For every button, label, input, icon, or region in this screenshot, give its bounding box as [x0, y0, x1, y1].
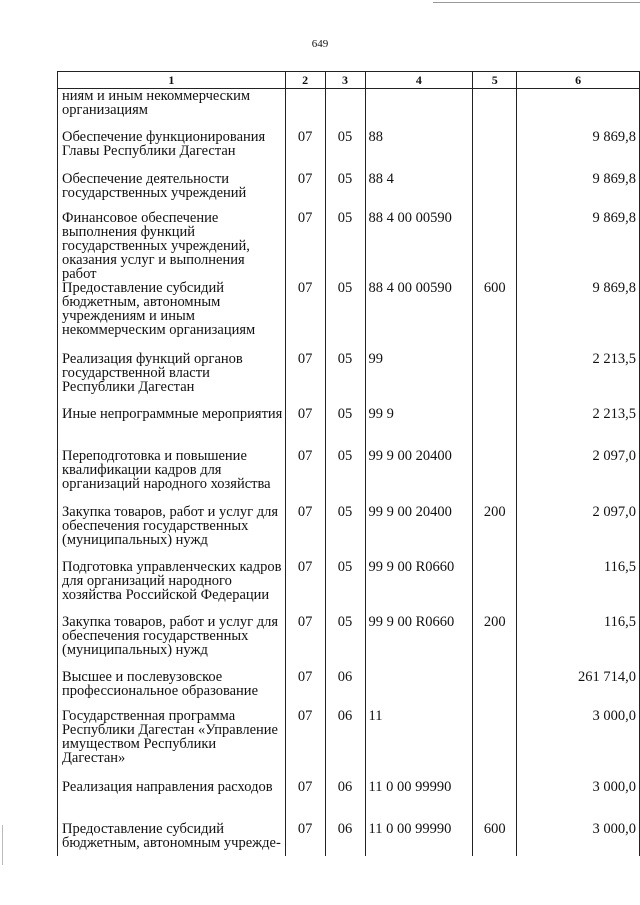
row-section: 07 — [285, 615, 325, 670]
row-name: Предоставление субсидий бюджетным, автономным учреждениям и иным некоммерческим организациям — [58, 281, 286, 352]
row-expense-type: 200 — [473, 615, 517, 670]
page-number: 649 — [311, 38, 329, 50]
row-expense-type — [473, 560, 517, 615]
header-row — [58, 72, 640, 89]
row-amount: 3 000,0 — [517, 822, 640, 856]
table-row — [58, 281, 640, 352]
row-name: ниям и иным некоммерческим организациям — [58, 89, 286, 130]
row-target-article: 11 0 00 99990 — [365, 822, 473, 856]
row-amount: 116,5 — [517, 560, 640, 615]
row-target-article: 11 — [365, 709, 473, 780]
table-row — [58, 407, 640, 449]
header-col-5: 5 — [473, 72, 517, 89]
row-subsection: 05 — [325, 560, 365, 615]
row-subsection: 05 — [325, 407, 365, 449]
row-subsection: 05 — [325, 211, 365, 281]
row-subsection: 05 — [325, 281, 365, 352]
row-subsection: 05 — [325, 130, 365, 172]
row-amount: 2 097,0 — [517, 449, 640, 505]
table-row — [58, 505, 640, 560]
row-expense-type — [473, 89, 517, 130]
row-subsection — [325, 89, 365, 130]
row-target-article: 88 4 — [365, 172, 473, 211]
row-target-article: 88 — [365, 130, 473, 172]
row-subsection: 05 — [325, 615, 365, 670]
row-expense-type: 200 — [473, 505, 517, 560]
row-amount — [517, 89, 640, 130]
top-rule — [433, 2, 640, 3]
row-expense-type — [473, 130, 517, 172]
row-expense-type — [473, 172, 517, 211]
row-section: 07 — [285, 407, 325, 449]
row-section: 07 — [285, 130, 325, 172]
row-expense-type — [473, 709, 517, 780]
row-amount: 3 000,0 — [517, 709, 640, 780]
row-section: 07 — [285, 505, 325, 560]
row-target-article: 99 9 00 R0660 — [365, 615, 473, 670]
table-body — [58, 89, 640, 856]
row-name: Высшее и послевузовское профессиональное образование — [58, 670, 286, 709]
table-row — [58, 352, 640, 407]
row-name: Предоставление субсидий бюджетным, автономным учрежде- — [58, 822, 286, 856]
row-section: 07 — [285, 822, 325, 856]
row-name: Иные непрограммные мероприятия — [58, 407, 286, 449]
row-section: 07 — [285, 449, 325, 505]
row-amount: 9 869,8 — [517, 211, 640, 281]
table-row — [58, 822, 640, 856]
row-section: 07 — [285, 560, 325, 615]
row-amount: 2 213,5 — [517, 352, 640, 407]
row-target-article — [365, 670, 473, 709]
row-subsection: 06 — [325, 780, 365, 822]
header-col-2: 2 — [285, 72, 325, 89]
row-expense-type: 600 — [473, 281, 517, 352]
row-amount: 116,5 — [517, 615, 640, 670]
row-section: 07 — [285, 352, 325, 407]
row-section: 07 — [285, 172, 325, 211]
row-expense-type — [473, 780, 517, 822]
table-row — [58, 130, 640, 172]
table-row — [58, 780, 640, 822]
row-subsection: 06 — [325, 670, 365, 709]
row-target-article: 99 9 00 20400 — [365, 505, 473, 560]
row-name: Подготовка управленческих кадров для организаций народного хозяйства Российской Федерации — [58, 560, 286, 615]
row-subsection: 06 — [325, 822, 365, 856]
row-name: Закупка товаров, работ и услуг для обеспечения государственных (муниципальных) нужд — [58, 505, 286, 560]
row-target-article: 88 4 00 00590 — [365, 281, 473, 352]
row-amount: 9 869,8 — [517, 281, 640, 352]
row-target-article: 99 9 — [365, 407, 473, 449]
row-section: 07 — [285, 780, 325, 822]
row-target-article: 99 9 00 R0660 — [365, 560, 473, 615]
row-amount: 2 097,0 — [517, 505, 640, 560]
row-expense-type: 600 — [473, 822, 517, 856]
row-amount: 2 213,5 — [517, 407, 640, 449]
header-col-3: 3 — [325, 72, 365, 89]
table-row — [58, 709, 640, 780]
table-row — [58, 89, 640, 130]
table-row — [58, 670, 640, 709]
row-target-article: 99 — [365, 352, 473, 407]
row-target-article: 11 0 00 99990 — [365, 780, 473, 822]
row-subsection: 05 — [325, 172, 365, 211]
row-subsection: 05 — [325, 449, 365, 505]
row-name: Обеспечение функционирования Главы Республики Дагестан — [58, 130, 286, 172]
row-subsection: 05 — [325, 352, 365, 407]
row-expense-type — [473, 211, 517, 281]
budget-table — [57, 71, 640, 856]
row-section: 07 — [285, 211, 325, 281]
row-amount: 261 714,0 — [517, 670, 640, 709]
row-section — [285, 89, 325, 130]
row-subsection: 05 — [325, 505, 365, 560]
row-expense-type — [473, 449, 517, 505]
header-col-4: 4 — [365, 72, 473, 89]
row-name: Финансовое обеспечение выполнения функций государственных учреждений, оказания услуг и выполнения работ — [58, 211, 286, 281]
margin-mark — [2, 825, 3, 865]
row-name: Реализация направления расходов — [58, 780, 286, 822]
row-name: Обеспечение деятельности государственных учреждений — [58, 172, 286, 211]
table-row — [58, 211, 640, 281]
row-expense-type — [473, 352, 517, 407]
row-name: Закупка товаров, работ и услуг для обеспечения государственных (муниципальных) нужд — [58, 615, 286, 670]
row-amount: 3 000,0 — [517, 780, 640, 822]
table-row — [58, 560, 640, 615]
row-amount: 9 869,8 — [517, 130, 640, 172]
row-section: 07 — [285, 670, 325, 709]
row-target-article: 99 9 00 20400 — [365, 449, 473, 505]
table-row — [58, 615, 640, 670]
row-name: Реализация функций органов государственной власти Республики Дагестан — [58, 352, 286, 407]
row-subsection: 06 — [325, 709, 365, 780]
row-section: 07 — [285, 709, 325, 780]
table-row — [58, 449, 640, 505]
row-target-article: 88 4 00 00590 — [365, 211, 473, 281]
row-expense-type — [473, 407, 517, 449]
row-name: Переподготовка и повышение квалификации кадров для организаций народного хозяйства — [58, 449, 286, 505]
row-target-article — [365, 89, 473, 130]
row-expense-type — [473, 670, 517, 709]
row-section: 07 — [285, 281, 325, 352]
row-name: Государственная программа Республики Дагестан «Управление имуществом Республики Дагестан» — [58, 709, 286, 780]
table-row — [58, 172, 640, 211]
header-col-1: 1 — [58, 72, 286, 89]
row-amount: 9 869,8 — [517, 172, 640, 211]
header-col-6: 6 — [517, 72, 640, 89]
